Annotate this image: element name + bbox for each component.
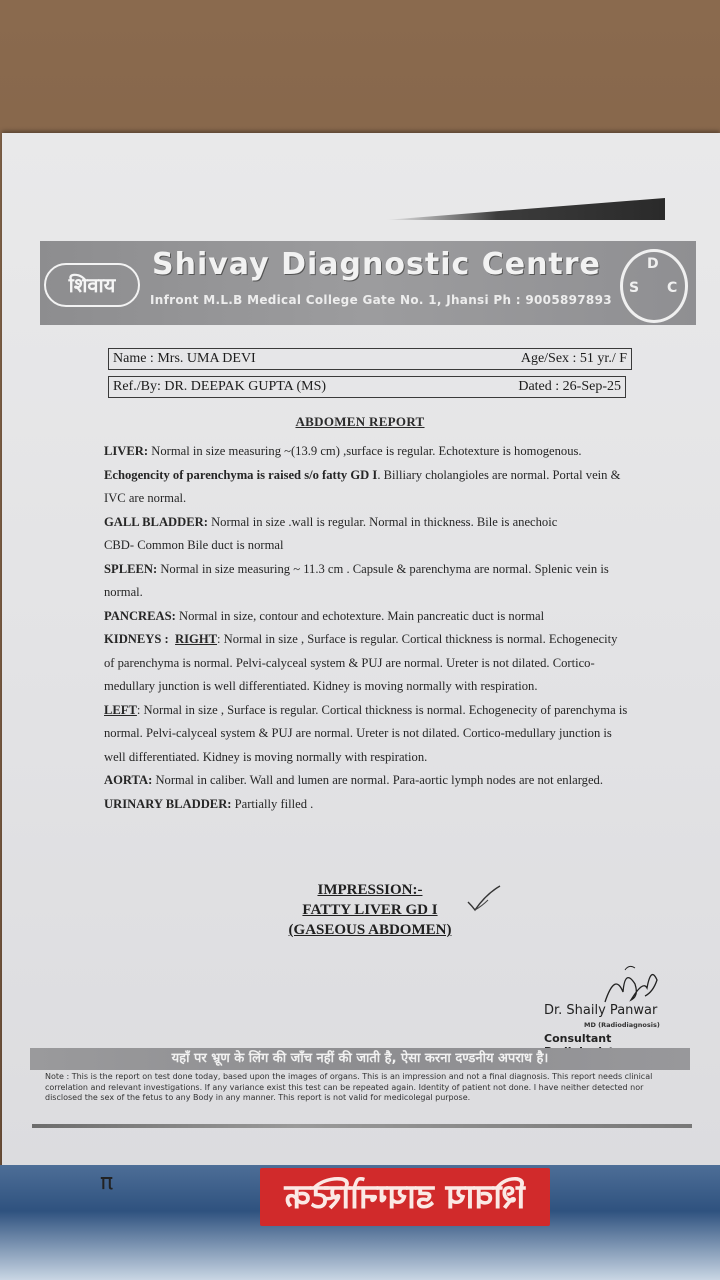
ref-label: Ref./By:	[113, 379, 161, 394]
checkmark-icon	[466, 884, 502, 914]
doctor-qualification: MD (Radiodiagnosis)	[584, 1021, 660, 1029]
patient-details	[108, 348, 632, 400]
patient-name: Mrs. UMA DEVI	[157, 351, 256, 366]
impression	[0, 880, 720, 940]
referring-doctor: DR. DEEPAK GUPTA (MS)	[164, 379, 327, 394]
finding-spleen: SPLEEN: Normal in size measuring ~ 11.3 cm . Capsule & parenchyma are normal. Splenic vein is normal.	[104, 561, 609, 599]
shivay-logo: शिवाय	[44, 263, 140, 307]
finding-liver: LIVER: Normal in size measuring ~(13.9 cm) ,surface is regular. Echotexture is homogenous. Echogencity of parenchyma is raised s/o fatty GD I. Billiary cholangioles are normal. Portal vein & IVC are normal.	[104, 444, 621, 505]
finding-aorta: AORTA: Normal in caliber. Wall and lumen are normal. Para-aortic lymph nodes are not enlarged.	[104, 773, 603, 787]
report-title: ABDOMEN REPORT	[295, 414, 425, 429]
folder-banner: शिवाय डायग्नोस्टिक	[260, 1168, 550, 1226]
impression-heading: IMPRESSION:-	[317, 882, 423, 898]
folder-mark-icon: π	[100, 1170, 114, 1195]
disclaimer-note: Note : This is the report on test done today, based upon the images of organs. This is an impression and not a final diagnosis. This report needs clinical correlation and relevant investigations. If any variance exist this test can be repeated again. Identity of patient not done. I have neither detected nor disclosed the sex of the fetus to any Body in any manner. This report is not valid for medicolegal purpose.	[45, 1072, 653, 1102]
finding-gall-bladder: GALL BLADDER: Normal in size .wall is regular. Normal in thickness. Bile is anechoic	[104, 514, 558, 529]
impression-line-1: FATTY LIVER GD I	[302, 902, 438, 918]
doctor-role: Consultant	[544, 1032, 612, 1045]
age-sex: Age/Sex : 51 yr./ F	[520, 351, 627, 366]
centre-name: Shivay Diagnostic Centre	[152, 247, 601, 282]
referral-row	[108, 376, 626, 398]
name-label: Name :	[113, 351, 154, 366]
report-date: Dated : 26-Sep-25	[518, 379, 621, 394]
finding-pancreas: PANCREAS: Normal in size, contour and echotexture. Main pancreatic duct is normal	[104, 608, 545, 623]
letterhead-banner	[40, 241, 696, 325]
patient-name-row	[108, 348, 632, 370]
pcpndt-warning-banner: यहाँ पर भ्रूण के लिंग की जाँच नहीं की जाती है, ऐसा करना दण्डनीय अपराध है।	[30, 1048, 690, 1070]
finding-right-kidney: KIDNEYS : RIGHT: Normal in size , Surface is regular. Cortical thickness is normal. Echogenecity of parenchyma is normal. Pelvi-calyceal system & PUJ are normal. Ureter is not dilated. Cortico-medullary junction is well differentiated. Kidney is moving normally with respiration.	[104, 632, 618, 693]
footer-divider	[32, 1124, 692, 1128]
finding-urinary-bladder: URINARY BLADDER: Partially filled .	[104, 796, 314, 811]
sdc-emblem-icon: D S C	[620, 249, 688, 323]
findings	[104, 440, 628, 816]
finding-cbd: CBD- Common Bile duct is normal	[104, 538, 284, 552]
centre-address: Infront M.L.B Medical College Gate No. 1, Jhansi Ph : 9005897893	[150, 293, 612, 307]
finding-left-kidney: LEFT: Normal in size , Surface is regular. Cortical thickness is normal. Echogenecity of parenchyma is normal. Pelvi-calyceal system & PUJ are normal. Ureter is not dilated. Cortico-medullary junction is well differentiated. Kidney is moving normally with respiration.	[104, 702, 628, 764]
doctor-name: Dr. Shaily Panwar	[544, 1003, 658, 1018]
impression-line-2: (GASEOUS ABDOMEN)	[288, 922, 452, 938]
